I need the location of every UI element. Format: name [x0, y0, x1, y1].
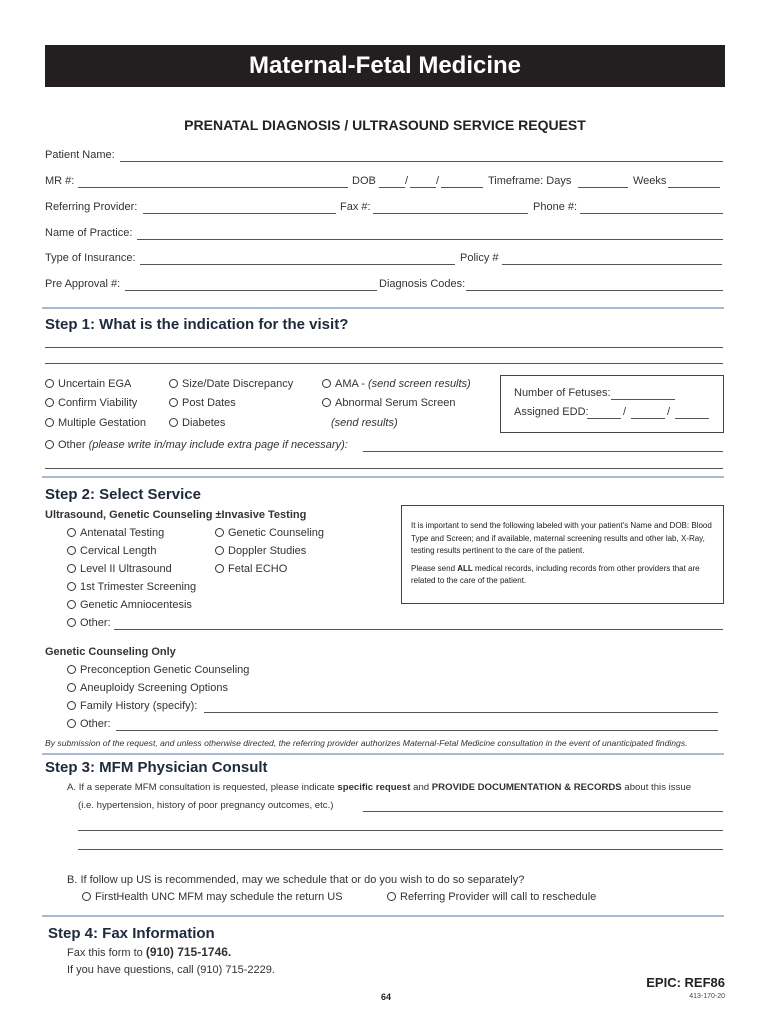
radio-icon	[215, 564, 224, 573]
radio-icon	[67, 582, 76, 591]
radio-icon	[67, 546, 76, 555]
dob-month-field[interactable]	[379, 187, 405, 188]
consult-line-2[interactable]	[78, 830, 723, 831]
other-indication-field[interactable]	[363, 451, 723, 452]
other-indication-line-2[interactable]	[45, 468, 723, 469]
radio-icon	[215, 528, 224, 537]
radio-icon	[67, 618, 76, 627]
step3-title: Step 3: MFM Physician Consult	[45, 759, 268, 776]
divider	[42, 915, 724, 917]
radio-icon	[45, 379, 54, 388]
mr-label: MR #:	[45, 175, 75, 187]
diagnosis-codes-field[interactable]	[466, 290, 723, 291]
genetic-counseling-heading: Genetic Counseling Only	[45, 646, 176, 658]
send-results-note: (send results)	[331, 417, 398, 429]
policy-label: Policy #	[460, 252, 499, 264]
fax-instruction: Fax this form to (910) 715-1746.	[67, 945, 232, 959]
divider	[42, 753, 724, 755]
indication-line-2[interactable]	[45, 363, 723, 364]
radio-icon	[169, 398, 178, 407]
practice-label: Name of Practice:	[45, 227, 133, 239]
option-multiple-gestation[interactable]: Multiple Gestation	[45, 417, 146, 429]
radio-icon	[322, 379, 331, 388]
indication-line-1[interactable]	[45, 347, 723, 348]
step2-title: Step 2: Select Service	[45, 486, 201, 503]
weeks-field[interactable]	[668, 187, 720, 188]
timeframe-days-field[interactable]	[578, 187, 628, 188]
radio-icon	[67, 528, 76, 537]
option-referring-reschedule[interactable]: Referring Provider will call to reschedule	[387, 891, 596, 903]
option-amniocentesis[interactable]: Genetic Amniocentesis	[67, 599, 192, 611]
dob-year-field[interactable]	[441, 187, 483, 188]
option-abnormal-serum[interactable]: Abnormal Serum Screen	[322, 397, 455, 409]
referring-provider-field[interactable]	[143, 213, 336, 214]
pre-approval-label: Pre Approval #:	[45, 278, 121, 290]
radio-icon	[215, 546, 224, 555]
phone-field[interactable]	[580, 213, 723, 214]
assigned-edd-label: Assigned EDD:	[514, 406, 589, 418]
option-firsthealth-schedule[interactable]: FirstHealth UNC MFM may schedule the return US	[82, 891, 343, 903]
radio-icon	[67, 600, 76, 609]
radio-icon	[45, 398, 54, 407]
fetus-box: Number of Fetuses: Assigned EDD: / /	[500, 375, 724, 433]
step4-title: Step 4: Fax Information	[48, 925, 215, 942]
dob-label: DOB	[352, 175, 376, 187]
radio-icon	[82, 892, 91, 901]
phone-label: Phone #:	[533, 201, 578, 213]
edd-day-field[interactable]	[631, 418, 665, 419]
consult-line-3[interactable]	[78, 849, 723, 850]
divider	[42, 307, 724, 309]
form-code: 413-170-20	[689, 993, 725, 1000]
option-diabetes[interactable]: Diabetes	[169, 417, 225, 429]
diagnosis-codes-label: Diagnosis Codes:	[379, 278, 466, 290]
radio-icon	[387, 892, 396, 901]
option-preconception[interactable]: Preconception Genetic Counseling	[67, 664, 249, 676]
fax-field[interactable]	[373, 213, 528, 214]
option-size-date[interactable]: Size/Date Discrepancy	[169, 378, 293, 390]
option-confirm-viability[interactable]: Confirm Viability	[45, 397, 137, 409]
option-cervical-length[interactable]: Cervical Length	[67, 545, 156, 557]
pre-approval-field[interactable]	[125, 290, 377, 291]
weeks-label: Weeks	[633, 175, 667, 187]
radio-icon	[67, 683, 76, 692]
authorization-statement: By submission of the request, and unless otherwise directed, the referring provider authorizes Maternal-Fetal Medicine consultation in the event of unanticipated findings.	[45, 738, 688, 748]
option-antenatal-testing[interactable]: Antenatal Testing	[67, 527, 164, 539]
radio-icon	[67, 701, 76, 710]
radio-icon	[45, 440, 54, 449]
radio-icon	[322, 398, 331, 407]
step1-title: Step 1: What is the indication for the visit?	[45, 316, 349, 333]
option-doppler-studies[interactable]: Doppler Studies	[215, 545, 306, 557]
radio-icon	[169, 418, 178, 427]
edd-year-field[interactable]	[675, 418, 709, 419]
option-other-indication[interactable]: Other (please write in/may include extra page if necessary):	[45, 439, 348, 451]
form-subtitle: PRENATAL DIAGNOSIS / ULTRASOUND SERVICE REQUEST	[184, 117, 586, 133]
divider	[42, 476, 724, 478]
other-service-field[interactable]	[114, 629, 723, 630]
option-level2-ultrasound[interactable]: Level II Ultrasound	[67, 563, 172, 575]
radio-icon	[67, 719, 76, 728]
number-of-fetuses-field[interactable]	[611, 399, 675, 400]
option-other-service[interactable]: Other:	[67, 617, 111, 629]
page-number: 64	[381, 992, 392, 1002]
radio-icon	[169, 379, 178, 388]
records-info-text: It is important to send the following labeled with your patient's Name and DOB: Blood Type and Screen; and if available, maternal screening results and other lab, X-Ray, testing results pertinent to the care of the patient.	[411, 521, 712, 555]
mr-field[interactable]	[78, 187, 348, 188]
insurance-label: Type of Insurance:	[45, 252, 136, 264]
family-history-field[interactable]	[204, 712, 718, 713]
option-fetal-echo[interactable]: Fetal ECHO	[215, 563, 287, 575]
option-first-trimester[interactable]: 1st Trimester Screening	[67, 581, 196, 593]
radio-icon	[67, 564, 76, 573]
option-aneuploidy[interactable]: Aneuploidy Screening Options	[67, 682, 228, 694]
form-title: Maternal-Fetal Medicine	[45, 45, 725, 87]
edd-month-field[interactable]	[587, 418, 621, 419]
insurance-field[interactable]	[140, 264, 455, 265]
ultrasound-heading: Ultrasound, Genetic Counseling ±Invasive Testing	[45, 509, 307, 521]
option-family-history[interactable]: Family History (specify):	[67, 700, 197, 712]
option-ama[interactable]: AMA - (send screen results)	[322, 378, 471, 390]
radio-icon	[67, 665, 76, 674]
radio-icon	[45, 418, 54, 427]
consult-request-text: A. If a seperate MFM consultation is requested, please indicate specific request and PROVIDE DOCUMENTATION & RECORDS about this issue	[67, 782, 692, 793]
patient-name-field[interactable]	[120, 161, 723, 162]
epic-code: EPIC: REF86	[646, 975, 725, 990]
consult-line-1[interactable]	[363, 811, 723, 812]
fax-label: Fax #:	[340, 201, 371, 213]
option-post-dates[interactable]: Post Dates	[169, 397, 236, 409]
option-genetic-counseling[interactable]: Genetic Counseling	[215, 527, 324, 539]
dob-day-field[interactable]	[410, 187, 436, 188]
number-of-fetuses-label: Number of Fetuses:	[514, 387, 611, 399]
patient-name-label: Patient Name:	[45, 149, 115, 161]
timeframe-days-label: Timeframe: Days	[488, 175, 572, 187]
option-other-counseling[interactable]: Other:	[67, 718, 111, 730]
consult-example-text: (i.e. hypertension, history of poor pregnancy outcomes, etc.)	[78, 800, 334, 811]
questions-phone: If you have questions, call (910) 715-2229.	[67, 964, 275, 976]
records-info-box	[401, 505, 724, 604]
policy-field[interactable]	[502, 264, 722, 265]
other-counseling-field[interactable]	[116, 730, 718, 731]
option-uncertain-ega[interactable]: Uncertain EGA	[45, 378, 131, 390]
follow-up-question: B. If follow up US is recommended, may we schedule that or do you wish to do so separately?	[67, 874, 525, 886]
referring-provider-label: Referring Provider:	[45, 201, 138, 213]
practice-field[interactable]	[137, 239, 723, 240]
records-all-text: Please send ALL medical records, including records from other providers that are related to the care of the patient.	[411, 563, 700, 585]
